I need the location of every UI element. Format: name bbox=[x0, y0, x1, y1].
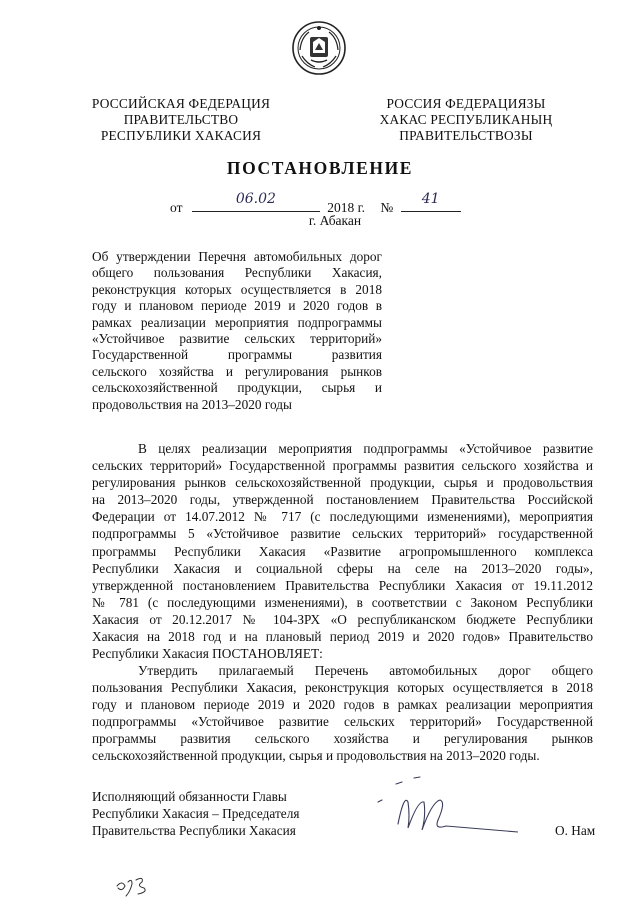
body-line: программы Республики Хакасия «Развитие агропромышленного комплекса bbox=[92, 543, 593, 559]
body-line: программы развития сельского хозяйства и регулирования рынков bbox=[92, 731, 593, 747]
body-line: Республики Хакасия ПОСТАНОВЛЯЕТ: bbox=[92, 646, 323, 662]
handwritten-date: 06.02 bbox=[235, 191, 276, 207]
header-right-line: ПРАВИТЕЛЬСТВОЗЫ bbox=[399, 128, 533, 143]
number-blank bbox=[401, 191, 461, 212]
date-blank bbox=[192, 191, 320, 212]
coat-of-arms-icon bbox=[291, 20, 347, 76]
from-label: от bbox=[170, 200, 183, 215]
handwritten-mark-icon bbox=[114, 872, 158, 898]
body-line: пользования Республики Хакасия, реконструкция которых осуществляется в 2018 bbox=[92, 680, 593, 696]
subject-line: реконструкция которых осуществляется в 2018 bbox=[92, 281, 382, 297]
body-line: Утвердить прилагаемый Перечень автомобильных дорог общего bbox=[138, 663, 593, 678]
body-line: В целях реализации мероприятия подпрограммы «Устойчивое развитие bbox=[138, 441, 593, 456]
signatory-line: Республики Хакасия – Председателя bbox=[92, 806, 300, 821]
header-right-line: ХАКАС РЕСПУБЛИКАНЫҢ bbox=[379, 112, 553, 127]
city: г. Абакан bbox=[308, 213, 362, 228]
signatory-line: Правительства Республики Хакасия bbox=[92, 823, 296, 838]
subject-line: «Устойчивое развитие сельских территорий» bbox=[92, 330, 382, 346]
header-left-line: ПРАВИТЕЛЬСТВО bbox=[123, 112, 239, 127]
subject-line: общего пользования Республики Хакасия, bbox=[92, 265, 382, 281]
body-line: Хакасия от 20.12.2017 № 104-ЗРХ «О республиканском бюджете Республики bbox=[92, 611, 593, 627]
subject-line: Об утверждении Перечня автомобильных дорог bbox=[92, 249, 382, 264]
header-left bbox=[88, 96, 274, 144]
subject-line: сельского хозяйства и регулирования рынков bbox=[92, 363, 382, 379]
header-left-line: РОССИЙСКАЯ ФЕДЕРАЦИЯ bbox=[91, 96, 271, 111]
body-line: Хакасия на 2018 год и на плановый период 2019 и 2020 годов» Правительство bbox=[92, 629, 593, 645]
body-line: на 2013–2020 годы, утвержденной постановлением Правительства Российской bbox=[92, 492, 593, 508]
header-left-line: РЕСПУБЛИКИ ХАКАСИЯ bbox=[100, 128, 262, 143]
subject-line: продовольствия на 2013–2020 годы bbox=[92, 396, 292, 412]
body-line: регулирования рынков сельскохозяйственной продукции, сырья и продовольствия bbox=[92, 475, 593, 491]
body-line: сельскохозяйственной продукции, сырья и продовольствия на 2013–2020 годы. bbox=[92, 748, 540, 764]
signatory-position bbox=[92, 788, 299, 839]
body-line: утвержденной постановлением Правительства Республики Хакасия от 19.11.2012 bbox=[92, 577, 593, 593]
body-line: сельских территорий» Государственной программы развития сельского хозяйства и bbox=[92, 458, 593, 474]
handwritten-signature bbox=[368, 772, 518, 847]
subject-line: Государственной программы развития bbox=[92, 347, 382, 363]
handwritten-number: 41 bbox=[421, 191, 440, 207]
signatory-name: О. Нам bbox=[555, 823, 596, 838]
subject-line: году и плановом периоде 2019 и 2020 годов в bbox=[92, 298, 382, 314]
body-line: подпрограммы «Устойчивое развитие сельских территорий» Государственной bbox=[92, 714, 593, 730]
subject-line: рамках реализации мероприятия подпрограммы bbox=[92, 314, 382, 330]
body-line: Федерации от 14.07.2012 № 717 (с последующими изменениями), мероприятия bbox=[92, 509, 593, 525]
header-right bbox=[366, 96, 566, 144]
subject-block bbox=[92, 249, 382, 413]
signatory-line: Исполняющий обязанности Главы bbox=[92, 789, 287, 804]
body-line: году и плановом периоде 2019 и 2020 годов в рамках реализации мероприятия bbox=[92, 697, 593, 713]
subject-line: сельскохозяйственной продукции, сырья и bbox=[92, 380, 382, 396]
header-right-line: РОССИЯ ФЕДЕРАЦИЯЗЫ bbox=[386, 96, 546, 111]
year-label: 2018 г. bbox=[327, 200, 365, 215]
body-line: подпрограммы 5 «Устойчивое развитие сельских территорий» государственной bbox=[92, 526, 593, 542]
body-line: № 781 (с последующими изменениями), в соответствии с Законом Республики bbox=[92, 594, 593, 610]
resolution-paragraph bbox=[92, 662, 593, 765]
document-title: ПОСТАНОВЛЕНИЕ bbox=[226, 158, 414, 178]
preamble-paragraph bbox=[92, 440, 593, 662]
number-label: № bbox=[380, 200, 394, 215]
body-line: Республики Хакасия и социальной сферы на селе на 2013–2020 годы», bbox=[92, 560, 593, 576]
